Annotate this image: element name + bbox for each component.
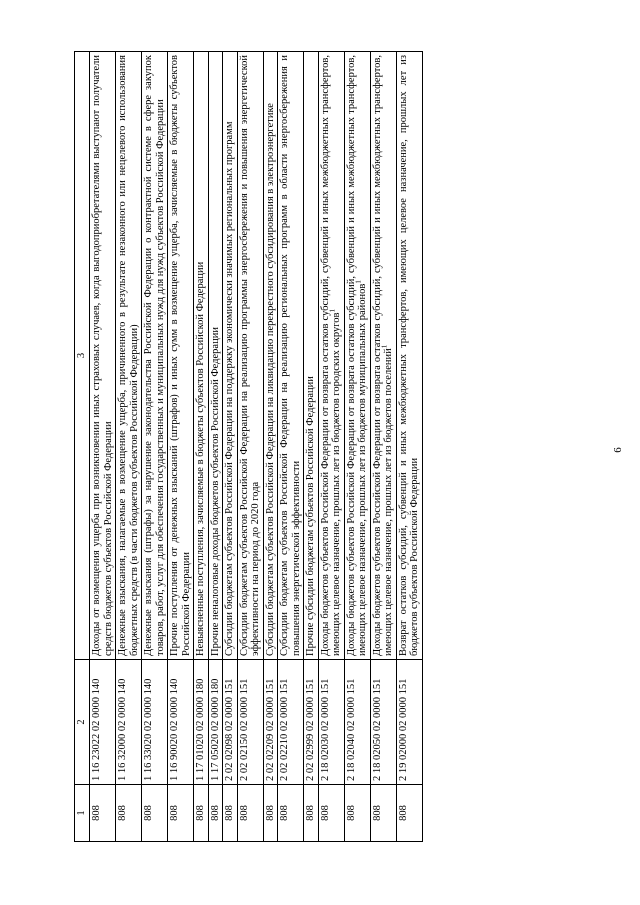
table-row xyxy=(304,52,319,842)
revenue-name-cell xyxy=(194,52,209,660)
page-number: 6 xyxy=(612,447,624,453)
table-row xyxy=(396,52,422,842)
revenue-codes-table xyxy=(74,51,423,842)
revenue-name-text: Субсидии бюджетам субъектов Российской Федерации на поддержку экономически значимых региональных программ xyxy=(224,121,235,656)
footnote-marker: 1 xyxy=(354,280,363,284)
revenue-name-text: Невыясненные поступления, зачисляемые в бюджеты субъектов Российской Федерации xyxy=(195,261,206,656)
revenue-code-cell: 2 02 02210 02 0000 151 xyxy=(278,660,304,785)
header-row xyxy=(75,52,90,842)
revenue-name-cell xyxy=(208,52,223,660)
revenue-name-text: Прочие поступления от денежных взысканий (штрафов) и иных сумм в возмещение ущерба, зачисляемые в бюджеты субъектов Российской Федерации xyxy=(169,55,192,656)
admin-code-cell: 808 xyxy=(116,785,142,842)
revenue-name-text: Прочие субсидии бюджетам субъектов Российской Федерации xyxy=(305,376,316,656)
table-row xyxy=(223,52,238,842)
revenue-name-cell xyxy=(116,52,142,660)
revenue-name-cell xyxy=(263,52,278,660)
revenue-name-cell xyxy=(344,52,370,660)
revenue-code-cell: 2 18 02030 02 0000 151 xyxy=(318,660,344,785)
table-row xyxy=(370,52,396,842)
rotated-page xyxy=(74,52,554,842)
table-row xyxy=(278,52,304,842)
revenue-code-cell: 1 16 23022 02 0000 140 xyxy=(90,660,116,785)
header-col-3: 3 xyxy=(75,52,90,660)
revenue-code-cell: 1 17 05020 02 0000 180 xyxy=(208,660,223,785)
footnote-marker: 1 xyxy=(328,309,337,313)
revenue-name-text: Субсидии бюджетам субъектов Российской Федерации на реализацию программы энергосбережения и повышения энергетической эффективности на период до 2020 года xyxy=(238,55,261,656)
revenue-code-cell: 2 18 02050 02 0000 151 xyxy=(370,660,396,785)
table-row xyxy=(344,52,370,842)
admin-code-cell: 808 xyxy=(237,785,263,842)
revenue-code-cell: 2 02 02999 02 0000 151 xyxy=(304,660,319,785)
revenue-name-text: Доходы от возмещения ущерба при возникновении иных страховых случаев, когда выгодоприобретателями выступают получатели средств бюджетов субъектов Российской Федерации xyxy=(91,55,114,656)
admin-code-cell: 808 xyxy=(90,785,116,842)
revenue-name-text: Денежные взыскания, налагаемые в возмещение ущерба, причиненного в результате незаконного или нецелевого использования бюджетных средств (в части бюджетов субъектов Российской Федерации) xyxy=(117,55,140,656)
revenue-name-text: Возврат остатков субсидий, субвенций и иных межбюджетных трансфертов, имеющих целевое назначение, прошлых лет из бюджетов субъектов Российской Федерации xyxy=(397,55,420,656)
table-row xyxy=(263,52,278,842)
admin-code-cell: 808 xyxy=(142,785,168,842)
revenue-name-cell xyxy=(278,52,304,660)
header-col-1: 1 xyxy=(75,785,90,842)
admin-code-cell: 808 xyxy=(318,785,344,842)
revenue-name-cell xyxy=(370,52,396,660)
table-row xyxy=(116,52,142,842)
revenue-name-cell xyxy=(396,52,422,660)
revenue-name-text: Доходы бюджетов субъектов Российской Федерации от возврата остатков субсидий, субвенций и иных межбюджетных трансфертов, имеющих целевое назначение, прошлых лет из бюджетов муниципальных районов xyxy=(345,55,368,656)
revenue-code-cell: 2 02 02150 02 0000 151 xyxy=(237,660,263,785)
revenue-name-cell xyxy=(304,52,319,660)
admin-code-cell: 808 xyxy=(344,785,370,842)
table-row xyxy=(237,52,263,842)
revenue-name-cell xyxy=(142,52,168,660)
revenue-name-text: Доходы бюджетов субъектов Российской Федерации от возврата остатков субсидий, субвенций и иных межбюджетных трансфертов, имеющих целевое назначение, прошлых лет из бюджетов поселений xyxy=(371,55,394,656)
admin-code-cell: 808 xyxy=(208,785,223,842)
revenue-name-cell xyxy=(237,52,263,660)
footnote-marker: 1 xyxy=(380,344,389,349)
table-row xyxy=(318,52,344,842)
table-row xyxy=(168,52,194,842)
admin-code-cell: 808 xyxy=(370,785,396,842)
revenue-code-cell: 2 18 02040 02 0000 151 xyxy=(344,660,370,785)
revenue-name-text: Денежные взыскания (штрафы) за нарушение законодательства Российской Федерации о контрактной системе в сфере закупок товаров, работ, услуг для обеспечения государственных и муниципальных нужд для нужд субъектов Российской Федерации xyxy=(143,55,166,656)
header-col-2: 2 xyxy=(75,660,90,785)
revenue-code-cell: 2 02 02098 02 0000 151 xyxy=(223,660,238,785)
revenue-code-cell: 2 19 02000 02 0000 151 xyxy=(396,660,422,785)
revenue-name-cell xyxy=(90,52,116,660)
table-row xyxy=(194,52,209,842)
revenue-code-cell: 1 17 01020 02 0000 180 xyxy=(194,660,209,785)
revenue-name-cell xyxy=(318,52,344,660)
revenue-name-cell xyxy=(223,52,238,660)
admin-code-cell: 808 xyxy=(278,785,304,842)
revenue-code-cell: 1 16 90020 02 0000 140 xyxy=(168,660,194,785)
revenue-code-cell: 2 02 02209 02 0000 151 xyxy=(263,660,278,785)
revenue-name-text: Субсидии бюджетам субъектов Российской Федерации на реализацию региональных программ в области энергосбережения и повышения энергетической эффективности xyxy=(279,55,302,656)
admin-code-cell: 808 xyxy=(304,785,319,842)
admin-code-cell: 808 xyxy=(194,785,209,842)
admin-code-cell: 808 xyxy=(168,785,194,842)
revenue-name-cell xyxy=(168,52,194,660)
revenue-name-text: Субсидии бюджетам субъектов Российской Федерации на ликвидацию перекрестного субсидирования в электроэнергетике xyxy=(264,103,276,656)
table-row xyxy=(142,52,168,842)
admin-code-cell: 808 xyxy=(396,785,422,842)
revenue-code-cell: 1 16 33020 02 0000 140 xyxy=(142,660,168,785)
table-row xyxy=(90,52,116,842)
admin-code-cell: 808 xyxy=(223,785,238,842)
revenue-name-text: Прочие неналоговые доходы бюджетов субъектов Российской Федерации xyxy=(209,327,221,656)
revenue-name-text: Доходы бюджетов субъектов Российской Федерации от возврата остатков субсидий, субвенций и иных межбюджетных трансфертов, имеющих целевое назначение, прошлых лет из бюджетов городских округов xyxy=(319,55,342,656)
admin-code-cell: 808 xyxy=(263,785,278,842)
revenue-code-cell: 1 16 32000 02 0000 140 xyxy=(116,660,142,785)
table-row xyxy=(208,52,223,842)
